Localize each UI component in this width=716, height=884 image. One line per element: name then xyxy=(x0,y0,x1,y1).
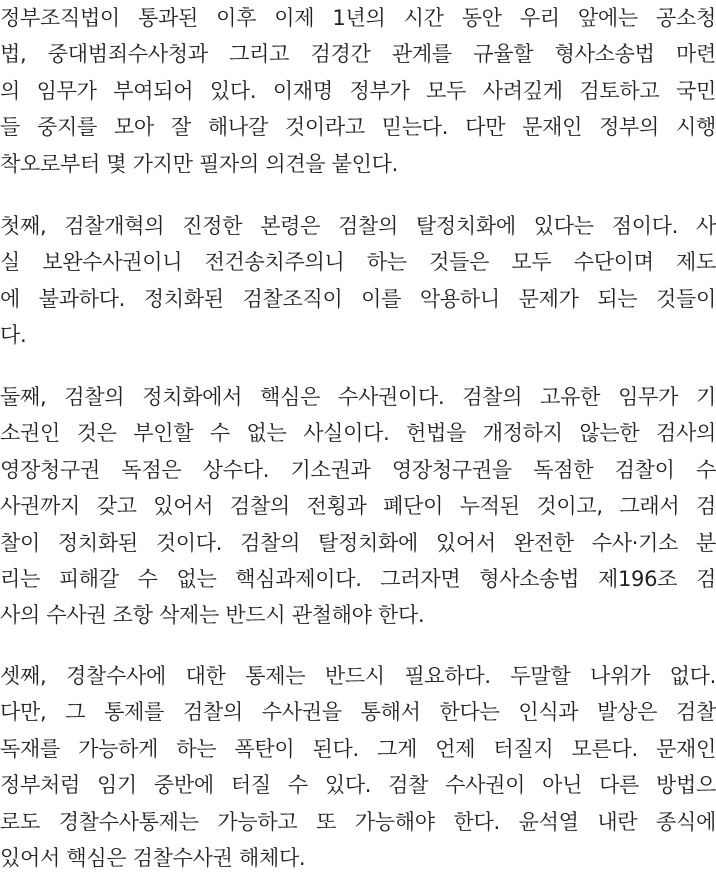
text-line: 착오로부터 몇 가지만 필자의 의견을 붙인다. xyxy=(0,151,398,176)
text-line: 둘째, 검찰의 정치화에서 핵심은 수사권이다. 검찰의 고유한 임무가 기 xyxy=(0,385,716,409)
paragraph-intro xyxy=(0,0,716,182)
text-line: 영장청구권 독점은 상수다. 기소권과 영장청구권을 독점한 검찰이 수 xyxy=(0,457,716,482)
text-line: 들 중지를 모아 잘 해나갈 것이라고 믿는다. 다만 문재인 정부의 시행 xyxy=(0,115,716,140)
text-line: 있어서 핵심은 검찰수사권 해체다. xyxy=(0,846,306,871)
text-line: 첫째, 검찰개혁의 진정한 본령은 검찰의 탈정치화에 있다는 점이다. 사 xyxy=(0,214,716,238)
text-line: 정부조직법이 통과된 이후 이제 1년의 시간 동안 우리 앞에는 공소청 xyxy=(0,6,716,30)
text-line: 찰이 정치화된 것이다. 검찰의 탈정치화에 있어서 완전한 수사·기소 분 xyxy=(0,530,716,555)
text-line: 리는 피해갈 수 없는 핵심과제이다. 그러자면 형사소송법 제196조 검 xyxy=(0,567,716,592)
text-line: 정부처럼 임기 중반에 터질 수 있다. 검찰 수사권이 아닌 다른 방법으 xyxy=(0,773,716,798)
text-line: 사의 수사권 조항 삭제는 반드시 관철해야 한다. xyxy=(0,603,425,628)
paragraph-third-point xyxy=(0,658,716,876)
text-line: 실 보완수사권이니 전건송치주의니 하는 것들은 모두 수단이며 제도 xyxy=(0,250,716,275)
text-line: 독재를 가능하게 하는 폭탄이 된다. 그게 언제 터질지 모른다. 문재인 xyxy=(0,736,716,761)
text-line: 셋째, 경찰수사에 대한 통제는 반드시 필요하다. 두말할 나위가 없다. xyxy=(0,664,716,688)
text-line: 법, 중대범죄수사청과 그리고 검경간 관계를 규율할 형사소송법 마련 xyxy=(0,42,716,67)
text-line: 사권까지 갖고 있어서 검찰의 전횡과 폐단이 누적된 것이고, 그래서 검 xyxy=(0,494,716,519)
text-line: 다. xyxy=(0,323,27,348)
text-line: 다만, 그 통제를 검찰의 수사권을 통해서 한다는 인식과 발상은 검찰 xyxy=(0,700,716,725)
paragraph-second-point xyxy=(0,379,716,634)
text-line: 로도 경찰수사통제는 가능하고 또 가능해야 한다. 윤석열 내란 종식에 xyxy=(0,809,716,834)
text-line: 에 불과하다. 정치화된 검찰조직이 이를 악용하니 문제가 되는 것들이 xyxy=(0,286,716,311)
text-line: 의 임무가 부여되어 있다. 이재명 정부가 모두 사려깊게 검토하고 국민 xyxy=(0,78,716,103)
text-line: 소권인 것은 부인할 수 없는 사실이다. 헌법을 개정하지 않는한 검사의 xyxy=(0,421,716,446)
paragraph-first-point xyxy=(0,208,716,354)
